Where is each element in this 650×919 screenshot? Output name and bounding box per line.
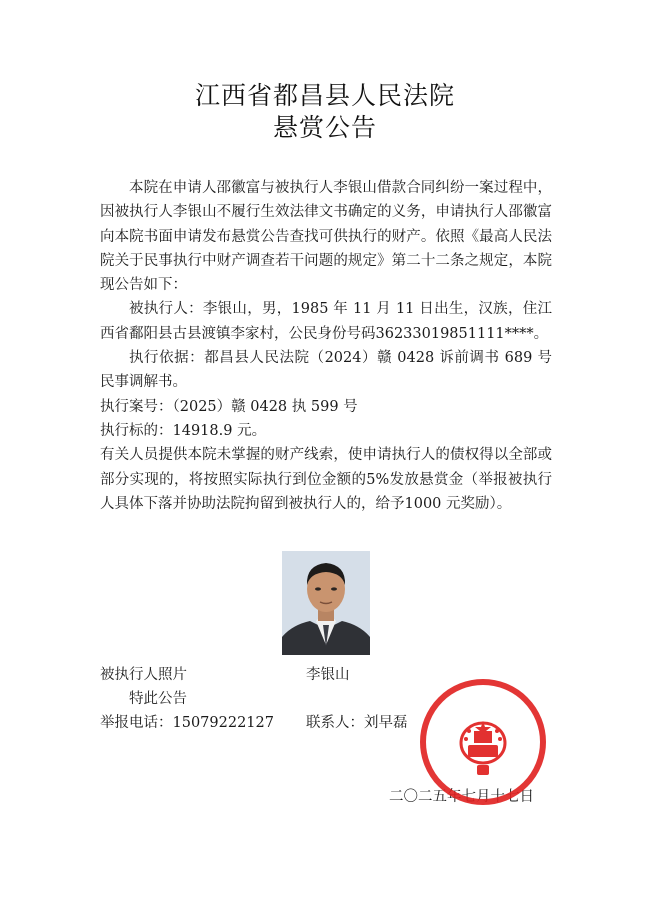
paragraph-case-number: 执行案号：（2025）赣 0428 执 599 号 [100,398,358,415]
closing-notice: 特此公告 [129,691,187,707]
notice-title: 悬赏公告 [272,113,377,142]
paragraph-amount: 执行标的：14918.9 元。 [100,422,267,439]
notice-body [100,176,552,516]
portrait-image [282,551,370,655]
seal-stamp-icon [418,677,548,807]
issue-date: 二〇二五年七月十七日 [389,789,534,805]
paragraph-intro: 本院在申请人邵徽富与被执行人李银山借款合同纠纷一案过程中，因被执行人李银山不履行生效法律文书确定的义务，申请执行人邵徽富向本院书面申请发布悬赏公告查找可供执行的财产。依照《最高人民法院关于民事执行中财产调查若干问题的规定》第二十二条之规定，本院现公告如下： [100,180,552,294]
paragraph-reward: 有关人员提供本院未掌握的财产线索，使申请执行人的债权得以全部或部分实现的，将按照实际执行到位金额的5%发放悬赏金（举报被执行人具体下落并协助法院拘留到被执行人的，给予1000 元奖励）。 [100,447,552,512]
paragraph-respondent: 被执行人：李银山，男，1985 年 11 月 11 日出生，汉族，住江西省鄱阳县古县渡镇李家村，公民身份号码36233019851111****。 [100,301,552,342]
respondent-photo [282,551,370,655]
photo-caption: 被执行人照片 [100,667,187,683]
court-seal [418,677,548,807]
court-name-title: 江西省都昌县人民法院 [194,81,455,110]
paragraph-basis: 执行依据：都昌县人民法院（2024）赣 0428 诉前调书 689 号民事调解书。 [100,350,552,391]
report-phone: 举报电话：15079222127 [100,715,274,731]
photo-name: 李银山 [306,667,350,683]
contact-person: 联系人：刘早磊 [306,715,408,731]
